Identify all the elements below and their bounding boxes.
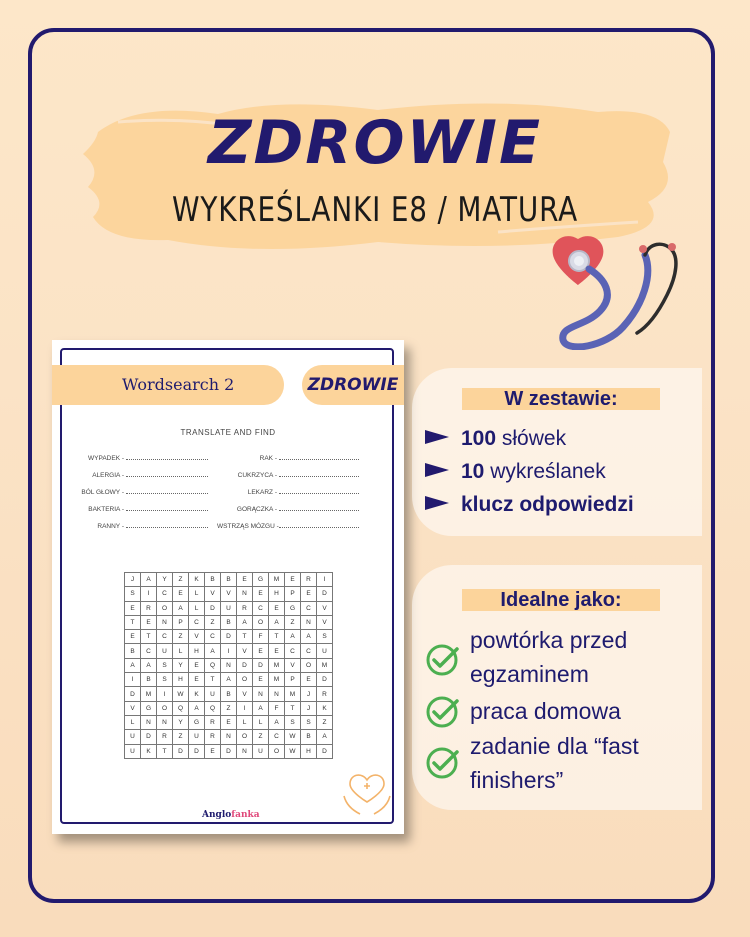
ideal-item: powtórka przed egzaminem — [470, 627, 628, 687]
grid-cell: T — [205, 673, 221, 687]
grid-cell: I — [125, 673, 141, 687]
vocab-item: RANNY - — [97, 523, 124, 530]
ideal-heading: Idealne jako: — [462, 589, 660, 611]
grid-cell: E — [125, 601, 141, 615]
grid-cell: O — [157, 701, 173, 715]
grid-cell: E — [237, 573, 253, 587]
grid-cell: A — [269, 615, 285, 629]
grid-cell: E — [301, 587, 317, 601]
grid-row — [125, 573, 333, 587]
wordsearch-label: Wordsearch 2 — [122, 375, 235, 394]
grid-cell: B — [205, 573, 221, 587]
grid-cell: O — [237, 673, 253, 687]
grid-cell: R — [205, 730, 221, 744]
grid-cell: U — [253, 744, 269, 758]
grid-cell: V — [317, 615, 333, 629]
arrow-bullet-icon — [425, 496, 449, 510]
grid-cell: A — [221, 673, 237, 687]
grid-cell: S — [317, 630, 333, 644]
check-circle-icon — [425, 643, 459, 677]
grid-cell: D — [141, 730, 157, 744]
grid-cell: J — [125, 573, 141, 587]
stethoscope-heart-icon — [545, 235, 695, 350]
grid-cell: E — [269, 601, 285, 615]
grid-cell: N — [253, 687, 269, 701]
grid-cell: V — [237, 687, 253, 701]
grid-cell: H — [301, 744, 317, 758]
grid-cell: Z — [253, 730, 269, 744]
grid-cell: V — [189, 630, 205, 644]
grid-cell: M — [269, 573, 285, 587]
grid-cell: B — [141, 673, 157, 687]
grid-row — [125, 601, 333, 615]
grid-cell: L — [189, 587, 205, 601]
grid-cell: C — [157, 630, 173, 644]
grid-cell: M — [285, 687, 301, 701]
arrow-bullet-icon — [425, 463, 449, 477]
grid-row — [125, 615, 333, 629]
grid-cell: T — [269, 630, 285, 644]
heart-hands-icon — [340, 770, 394, 820]
grid-row — [125, 730, 333, 744]
grid-cell: Z — [317, 715, 333, 729]
grid-cell: H — [189, 644, 205, 658]
set-item: 10 wykreślanek — [425, 460, 606, 484]
grid-cell: R — [301, 573, 317, 587]
grid-cell: A — [269, 715, 285, 729]
set-item: klucz odpowiedzi — [425, 493, 634, 517]
brand-logo: Anglofanka — [202, 810, 260, 820]
grid-cell: T — [125, 615, 141, 629]
set-heading: W zestawie: — [462, 388, 660, 410]
grid-cell: V — [285, 658, 301, 672]
grid-cell: M — [269, 658, 285, 672]
grid-cell: T — [157, 744, 173, 758]
arrow-bullet-icon — [425, 430, 449, 444]
grid-cell: C — [285, 644, 301, 658]
grid-cell: D — [317, 744, 333, 758]
grid-cell: P — [285, 673, 301, 687]
grid-cell: G — [285, 601, 301, 615]
grid-row — [125, 701, 333, 715]
grid-cell: U — [157, 644, 173, 658]
grid-cell: V — [205, 587, 221, 601]
grid-cell: A — [141, 658, 157, 672]
grid-cell: O — [269, 744, 285, 758]
grid-cell: P — [285, 587, 301, 601]
grid-cell: C — [189, 615, 205, 629]
wordsearch-label-pill — [52, 365, 284, 405]
grid-cell: B — [221, 573, 237, 587]
grid-cell: L — [189, 601, 205, 615]
grid-cell: D — [221, 630, 237, 644]
grid-cell: R — [237, 601, 253, 615]
vocab-item: LEKARZ - — [247, 489, 277, 496]
grid-cell: L — [125, 715, 141, 729]
grid-cell: A — [189, 701, 205, 715]
grid-cell: A — [253, 701, 269, 715]
grid-cell: U — [125, 730, 141, 744]
grid-cell: E — [189, 673, 205, 687]
grid-cell: W — [285, 744, 301, 758]
vocab-item: WSTRZĄS MÓZGU - — [217, 523, 279, 530]
grid-row — [125, 673, 333, 687]
grid-cell: M — [269, 673, 285, 687]
grid-cell: O — [157, 601, 173, 615]
grid-cell: V — [237, 644, 253, 658]
grid-cell: D — [317, 673, 333, 687]
grid-cell: W — [285, 730, 301, 744]
grid-cell: D — [205, 601, 221, 615]
grid-cell: R — [141, 601, 157, 615]
grid-cell: E — [253, 673, 269, 687]
grid-cell: T — [141, 630, 157, 644]
grid-cell: D — [253, 658, 269, 672]
grid-cell: E — [205, 744, 221, 758]
grid-cell: C — [205, 630, 221, 644]
grid-row — [125, 687, 333, 701]
grid-cell: R — [205, 715, 221, 729]
grid-cell: Z — [173, 573, 189, 587]
grid-cell: U — [125, 744, 141, 758]
grid-cell: Y — [157, 573, 173, 587]
grid-cell: B — [125, 644, 141, 658]
grid-cell: F — [253, 630, 269, 644]
grid-cell: T — [285, 701, 301, 715]
grid-cell: D — [173, 744, 189, 758]
grid-cell: C — [141, 644, 157, 658]
grid-cell: O — [253, 615, 269, 629]
grid-cell: K — [317, 701, 333, 715]
grid-cell: G — [189, 715, 205, 729]
check-circle-icon — [425, 746, 459, 780]
grid-cell: N — [269, 687, 285, 701]
grid-cell: S — [301, 715, 317, 729]
grid-cell: D — [237, 658, 253, 672]
grid-cell: H — [269, 587, 285, 601]
grid-cell: N — [221, 730, 237, 744]
vocab-item: GORĄCZKA - — [236, 506, 277, 513]
grid-row — [125, 715, 333, 729]
grid-row — [125, 630, 333, 644]
grid-cell: C — [269, 730, 285, 744]
grid-cell: Y — [173, 658, 189, 672]
grid-cell: C — [301, 644, 317, 658]
grid-cell: P — [173, 615, 189, 629]
grid-cell: E — [269, 644, 285, 658]
grid-cell: S — [285, 715, 301, 729]
grid-cell: S — [125, 587, 141, 601]
grid-cell: C — [301, 601, 317, 615]
grid-cell: F — [269, 701, 285, 715]
grid-cell: G — [253, 573, 269, 587]
grid-cell: N — [221, 658, 237, 672]
grid-cell: K — [189, 687, 205, 701]
grid-cell: A — [125, 658, 141, 672]
grid-cell: S — [157, 673, 173, 687]
grid-cell: L — [237, 715, 253, 729]
grid-cell: H — [173, 673, 189, 687]
grid-cell: A — [141, 573, 157, 587]
grid-cell: L — [173, 644, 189, 658]
grid-cell: W — [173, 687, 189, 701]
grid-cell: G — [141, 701, 157, 715]
grid-cell: Y — [173, 715, 189, 729]
vocab-item: RAK - — [259, 455, 277, 462]
grid-cell: E — [189, 658, 205, 672]
grid-cell: B — [221, 615, 237, 629]
grid-cell: A — [285, 630, 301, 644]
set-item: 100 słówek — [425, 427, 566, 451]
grid-cell: Z — [173, 630, 189, 644]
grid-cell: M — [317, 658, 333, 672]
grid-cell: K — [189, 573, 205, 587]
grid-cell: Z — [205, 615, 221, 629]
grid-cell: D — [221, 744, 237, 758]
vocab-item: WYPADEK - — [88, 455, 124, 462]
grid-cell: M — [141, 687, 157, 701]
vocab-item: BAKTERIA - — [88, 506, 124, 513]
grid-cell: U — [189, 730, 205, 744]
grid-cell: D — [189, 744, 205, 758]
grid-cell: A — [237, 615, 253, 629]
grid-cell: K — [141, 744, 157, 758]
grid-cell: R — [317, 687, 333, 701]
grid-cell: Z — [221, 701, 237, 715]
grid-cell: I — [141, 587, 157, 601]
ideal-item: zadanie dla “fast finishers” — [470, 733, 639, 793]
grid-cell: B — [221, 687, 237, 701]
grid-cell: I — [317, 573, 333, 587]
grid-cell: L — [253, 715, 269, 729]
grid-row — [125, 644, 333, 658]
wordsearch-grid — [124, 572, 333, 759]
grid-cell: U — [205, 687, 221, 701]
check-circle-icon — [425, 695, 459, 729]
grid-cell: A — [317, 730, 333, 744]
grid-cell: Z — [173, 730, 189, 744]
grid-row — [125, 744, 333, 758]
grid-cell: A — [205, 644, 221, 658]
grid-cell: D — [125, 687, 141, 701]
grid-cell: N — [157, 615, 173, 629]
grid-cell: E — [221, 715, 237, 729]
grid-cell: I — [157, 687, 173, 701]
grid-cell: T — [237, 630, 253, 644]
grid-cell: I — [221, 644, 237, 658]
grid-cell: Z — [285, 615, 301, 629]
grid-cell: E — [173, 587, 189, 601]
vocab-item: ALERGIA - — [92, 472, 124, 479]
grid-cell: A — [173, 601, 189, 615]
grid-cell: N — [157, 715, 173, 729]
grid-cell: E — [125, 630, 141, 644]
grid-cell: E — [301, 673, 317, 687]
topic-label-pill: ZDROWIE — [302, 365, 404, 405]
grid-cell: J — [301, 687, 317, 701]
grid-cell: E — [253, 644, 269, 658]
grid-cell: I — [237, 701, 253, 715]
grid-cell: E — [141, 615, 157, 629]
grid-cell: O — [301, 658, 317, 672]
grid-cell: C — [157, 587, 173, 601]
grid-cell: Q — [173, 701, 189, 715]
grid-cell: U — [317, 644, 333, 658]
vocab-item: BÓL GŁOWY - — [81, 489, 124, 496]
grid-cell: N — [237, 587, 253, 601]
grid-cell: N — [141, 715, 157, 729]
grid-cell: V — [125, 701, 141, 715]
grid-cell: O — [237, 730, 253, 744]
worksheet-preview — [52, 340, 404, 834]
grid-row — [125, 658, 333, 672]
grid-cell: E — [253, 587, 269, 601]
grid-cell: B — [301, 730, 317, 744]
grid-cell: S — [157, 658, 173, 672]
grid-cell: Q — [205, 658, 221, 672]
vocab-item: CUKRZYCA - — [237, 472, 277, 479]
grid-cell: J — [301, 701, 317, 715]
grid-cell: C — [253, 601, 269, 615]
grid-cell: D — [317, 587, 333, 601]
page-subtitle: WYKREŚLANKI E8 / MATURA — [171, 190, 579, 230]
grid-cell: Q — [205, 701, 221, 715]
grid-cell: N — [301, 615, 317, 629]
ideal-item: praca domowa — [470, 698, 621, 724]
instruction-text: TRANSLATE AND FIND — [180, 428, 276, 437]
grid-cell: U — [221, 601, 237, 615]
grid-cell: V — [221, 587, 237, 601]
grid-cell: N — [237, 744, 253, 758]
page-title: ZDROWIE — [207, 108, 542, 178]
grid-cell: R — [157, 730, 173, 744]
grid-cell: V — [317, 601, 333, 615]
grid-row — [125, 587, 333, 601]
grid-cell: E — [285, 573, 301, 587]
grid-cell: A — [301, 630, 317, 644]
